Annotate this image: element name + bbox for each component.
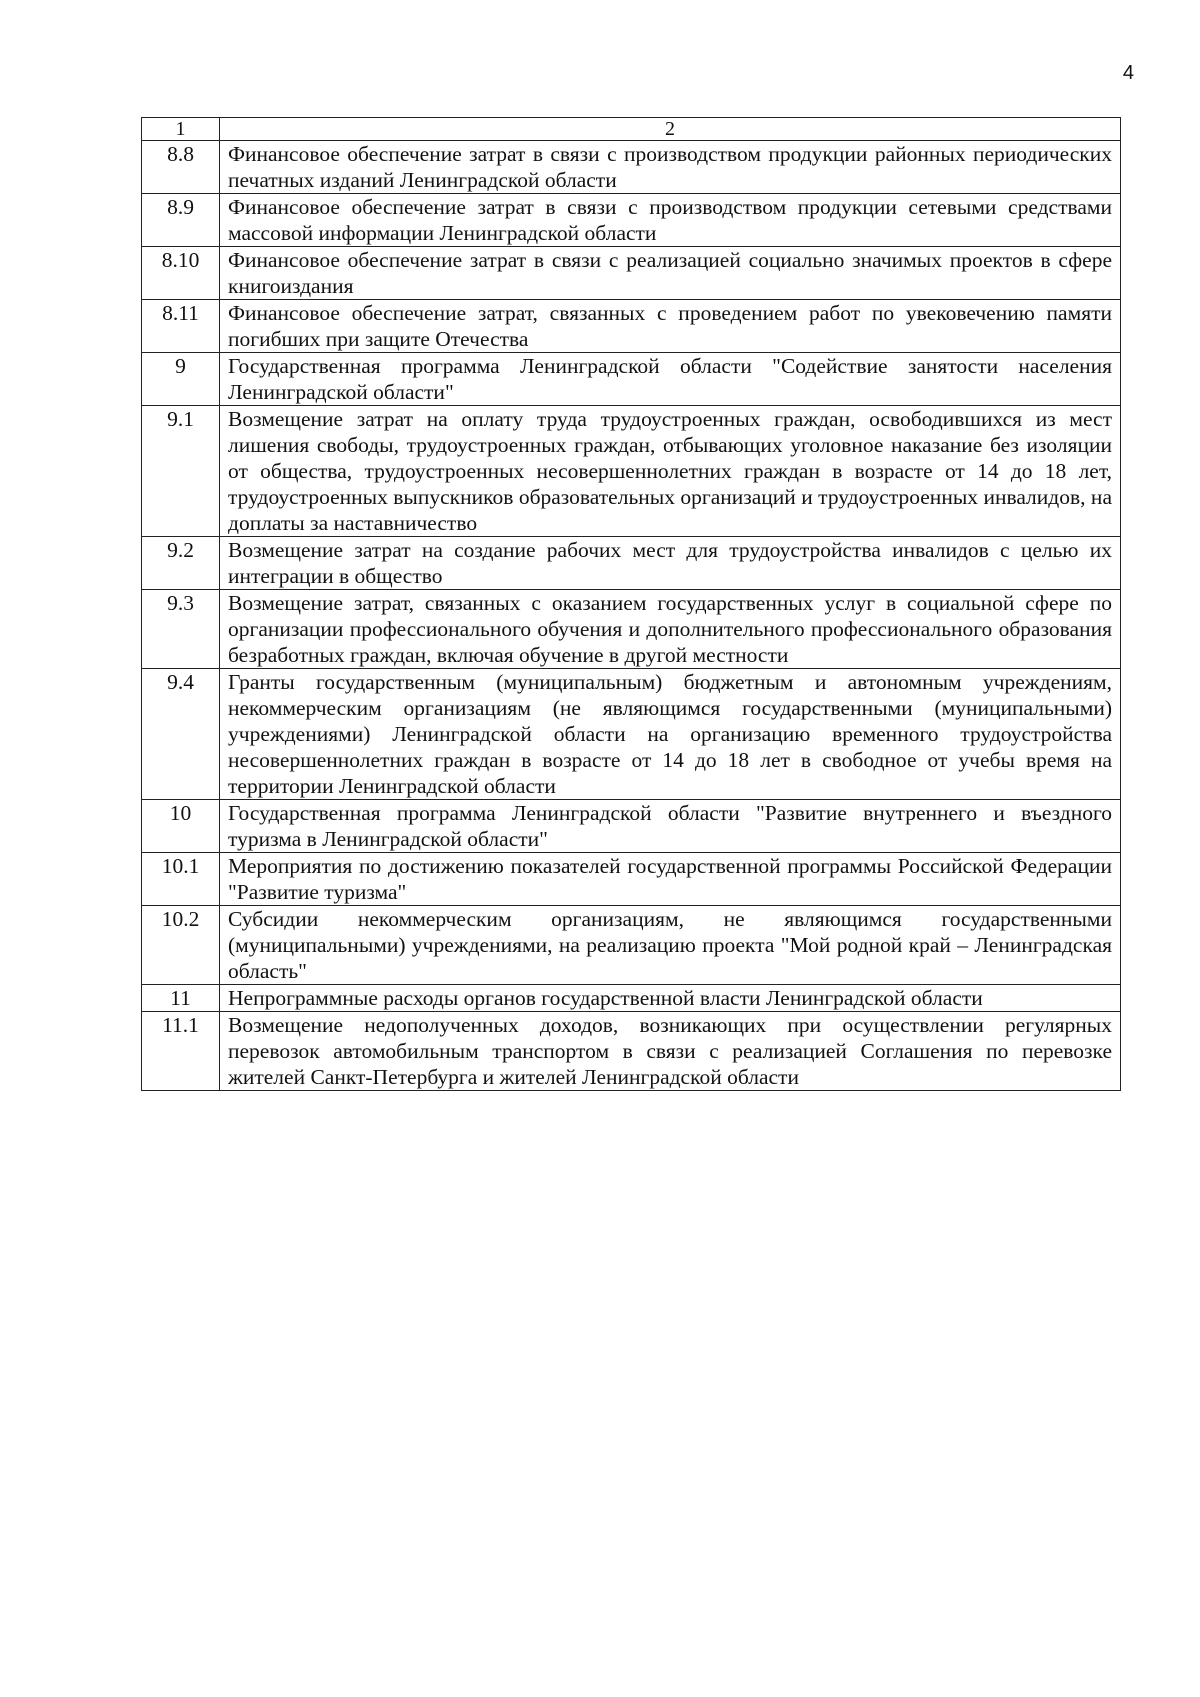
row-number: 10.1 — [142, 853, 220, 906]
table-row — [142, 906, 1121, 985]
row-text: Возмещение затрат, связанных с оказанием государственных услуг в социальной сфере по организации профессионального обучения и дополнительного профессионального образования безработных граждан, включая обучение в другой местности — [220, 590, 1121, 669]
row-number: 11.1 — [142, 1012, 220, 1091]
row-text: Государственная программа Ленинградской области "Содействие занятости населения Ленинградской области" — [220, 353, 1121, 406]
table-row — [142, 300, 1121, 353]
page-number: 4 — [1122, 62, 1134, 84]
row-text: Финансовое обеспечение затрат в связи с реализацией социально значимых проектов в сфере книгоиздания — [220, 247, 1121, 300]
row-number: 9.1 — [142, 406, 220, 537]
table-row — [142, 353, 1121, 406]
row-text: Субсидии некоммерческим организациям, не являющимся государственными (муниципальными) учреждениями, на реализацию проекта "Мой родной край – Ленинградская область" — [220, 906, 1121, 985]
row-number: 9.4 — [142, 669, 220, 800]
row-number: 8.11 — [142, 300, 220, 353]
table-row — [142, 537, 1121, 590]
row-text: Гранты государственным (муниципальным) бюджетным и автономным учреждениям, некоммерческим организациям (не являющимся государственными (муниципальными) учреждениями) Ленинградской области на организацию временного трудоустройства несовершеннолетних граждан в возрасте от 14 до 18 лет в свободное от учебы время на территории Ленинградской области — [220, 669, 1121, 800]
table-row — [142, 985, 1121, 1012]
row-number: 8.10 — [142, 247, 220, 300]
table-row — [142, 247, 1121, 300]
table-row — [142, 1012, 1121, 1091]
row-number: 10.2 — [142, 906, 220, 985]
row-text: Возмещение затрат на оплату труда трудоустроенных граждан, освободившихся из мест лишения свободы, трудоустроенных граждан, отбывающих уголовное наказание без изоляции от общества, трудоустроенных несовершеннолетних граждан в возрасте от 14 до 18 лет, трудоустроенных выпускников образовательных организаций и трудоустроенных инвалидов, на доплаты за наставничество — [220, 406, 1121, 537]
row-text: Возмещение недополученных доходов, возникающих при осуществлении регулярных перевозок автомобильным транспортом в связи с реализацией Соглашения по перевозке жителей Санкт-Петербурга и жителей Ленинградской области — [220, 1012, 1121, 1091]
table-row — [142, 141, 1121, 194]
row-text: Непрограммные расходы органов государственной власти Ленинградской области — [220, 985, 1121, 1012]
table-row — [142, 800, 1121, 853]
table-header-row — [142, 118, 1121, 141]
expenditure-table — [141, 117, 1121, 1091]
column-header-name: 2 — [220, 118, 1121, 141]
row-number: 11 — [142, 985, 220, 1012]
row-text: Финансовое обеспечение затрат, связанных с проведением работ по увековечению памяти погибших при защите Отечества — [220, 300, 1121, 353]
row-text: Возмещение затрат на создание рабочих мест для трудоустройства инвалидов с целью их интеграции в общество — [220, 537, 1121, 590]
column-header-number: 1 — [142, 118, 220, 141]
row-text: Финансовое обеспечение затрат в связи с производством продукции сетевыми средствами массовой информации Ленинградской области — [220, 194, 1121, 247]
row-text: Финансовое обеспечение затрат в связи с производством продукции районных периодических печатных изданий Ленинградской области — [220, 141, 1121, 194]
table-row — [142, 590, 1121, 669]
row-text: Государственная программа Ленинградской области "Развитие внутреннего и въездного туризма в Ленинградской области" — [220, 800, 1121, 853]
row-number: 10 — [142, 800, 220, 853]
row-text: Мероприятия по достижению показателей государственной программы Российской Федерации "Развитие туризма" — [220, 853, 1121, 906]
row-number: 9 — [142, 353, 220, 406]
row-number: 8.9 — [142, 194, 220, 247]
row-number: 9.3 — [142, 590, 220, 669]
table-row — [142, 669, 1121, 800]
table-row — [142, 853, 1121, 906]
row-number: 8.8 — [142, 141, 220, 194]
table-row — [142, 406, 1121, 537]
table-row — [142, 194, 1121, 247]
row-number: 9.2 — [142, 537, 220, 590]
